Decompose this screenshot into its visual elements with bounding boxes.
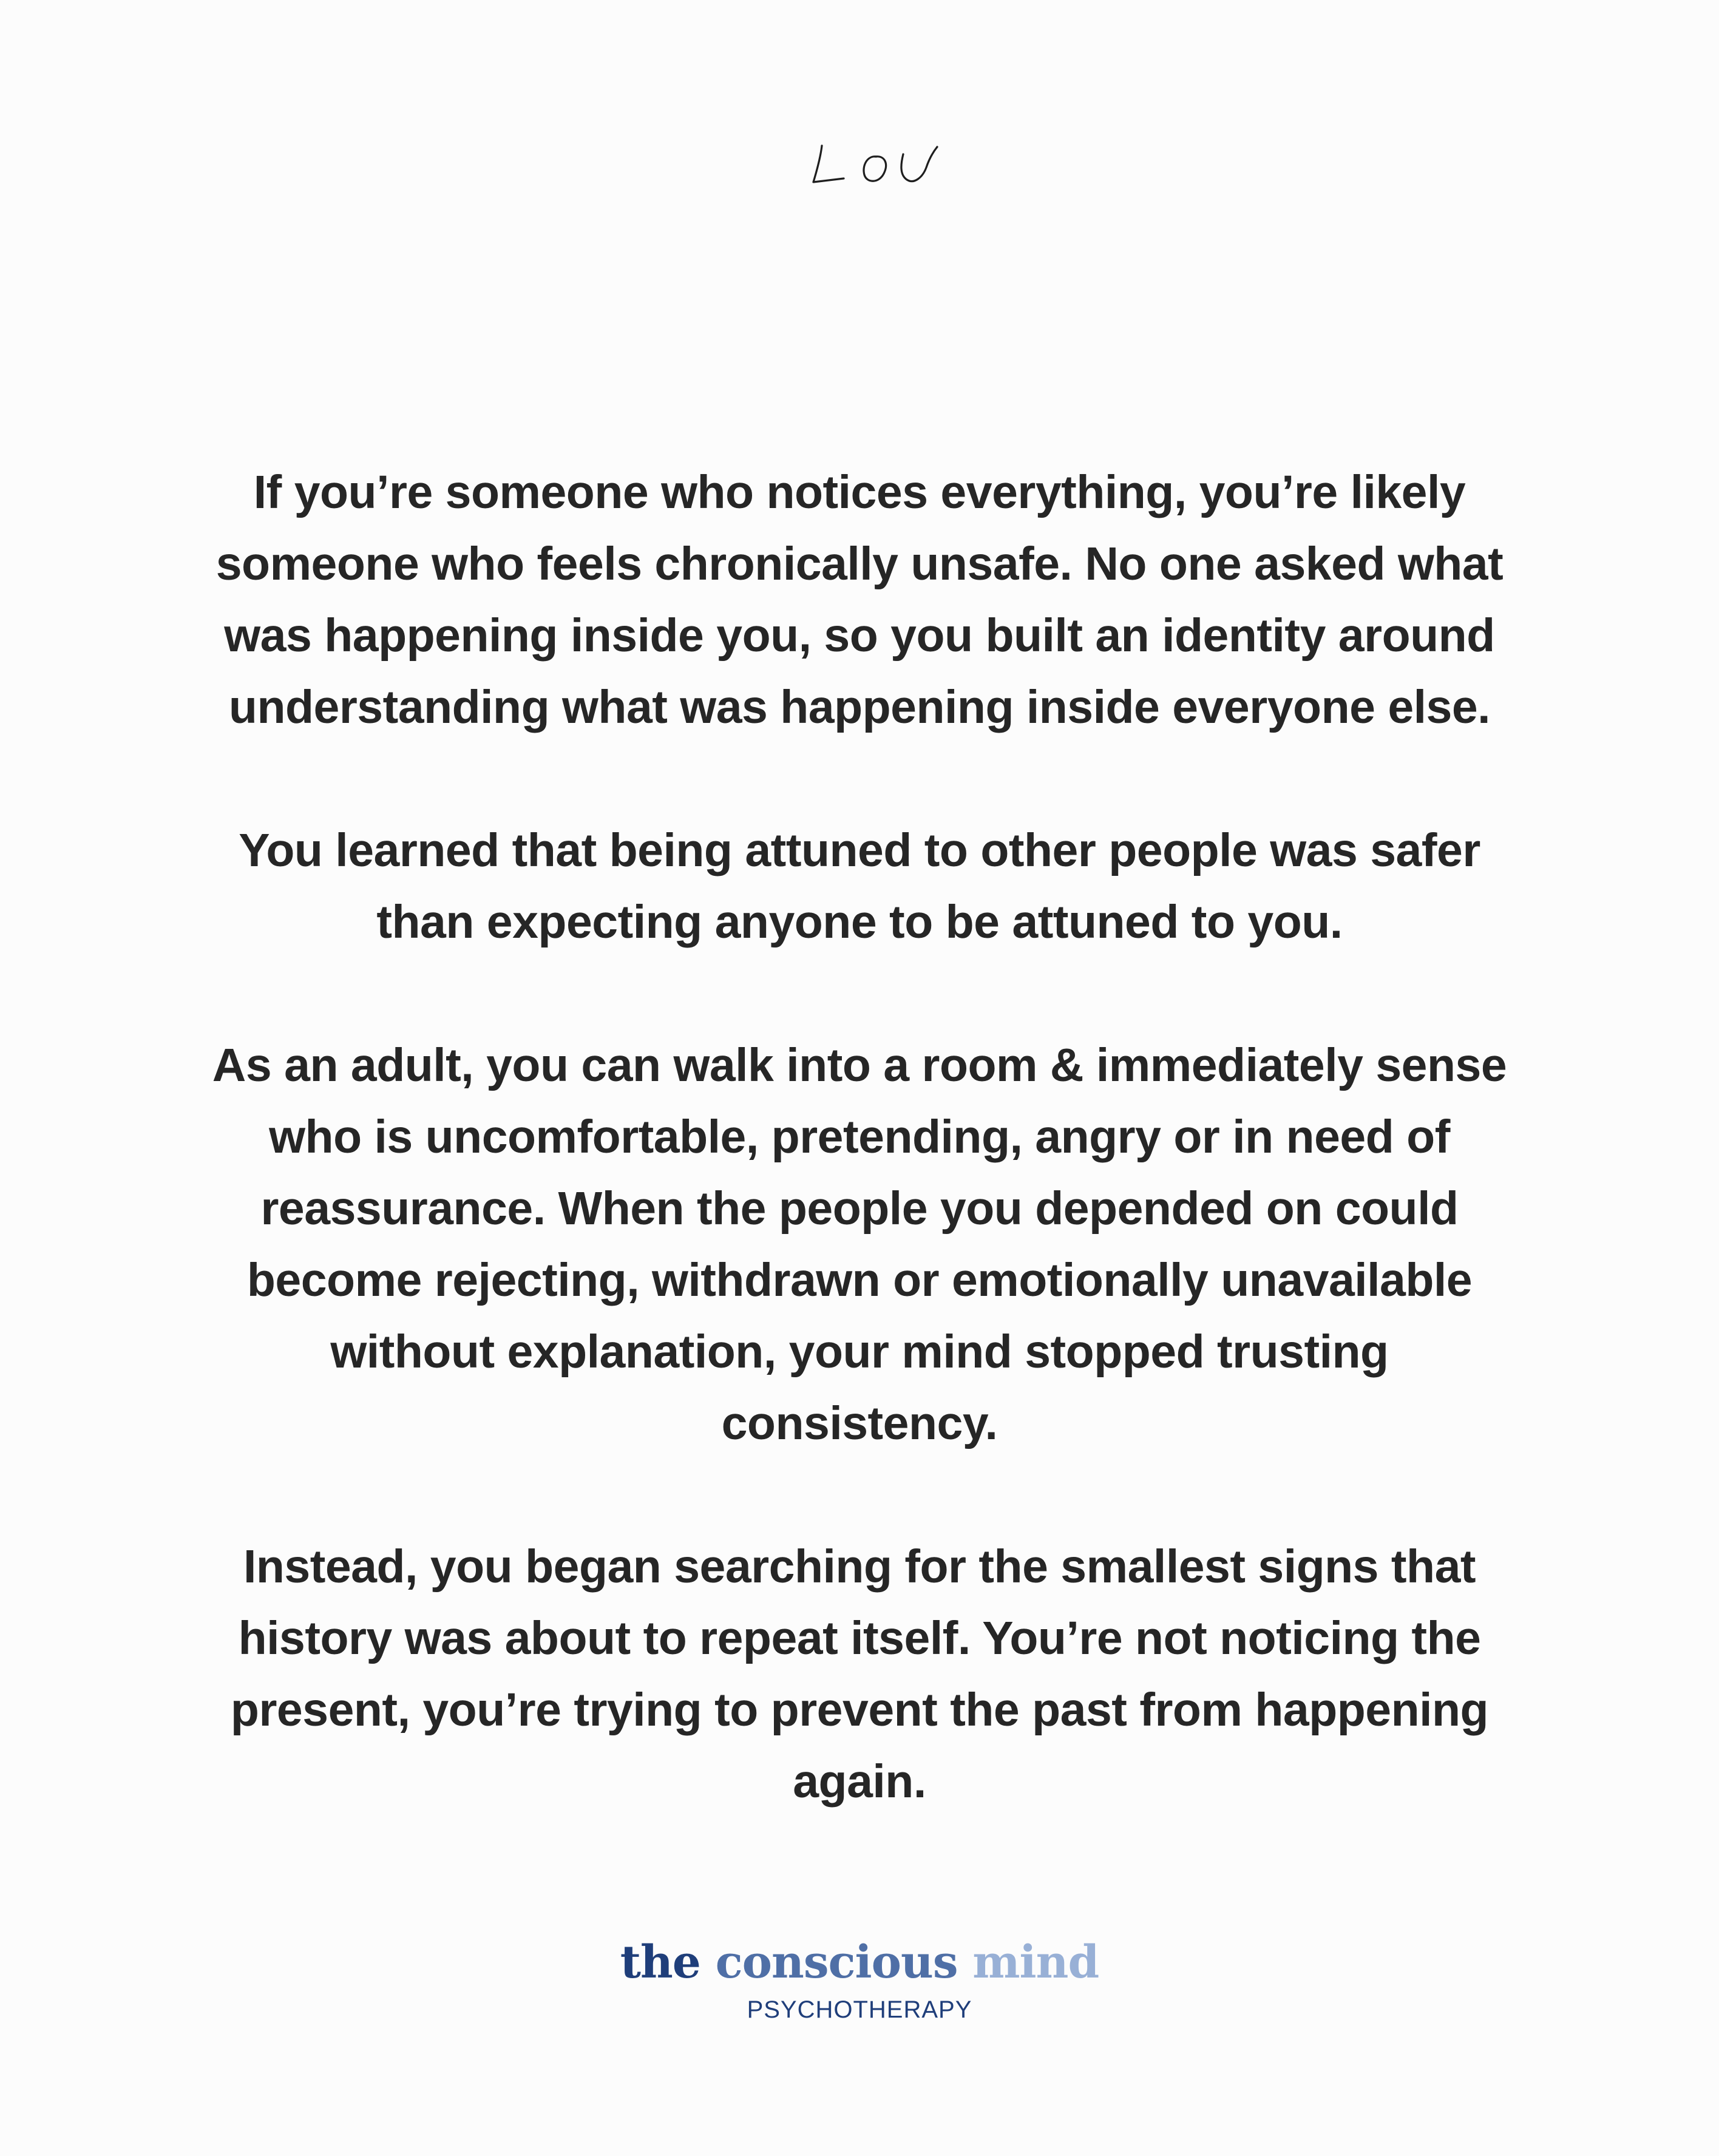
text-line: someone who feels chronically unsafe. No one asked what [215, 538, 1504, 590]
text-line: reassurance. When the people you depended on could [260, 1182, 1459, 1235]
brand-logo [0, 1935, 1719, 2025]
lou-signature-icon [799, 132, 957, 193]
brand-word-mind: mind [972, 1936, 1099, 1988]
text-line: become rejecting, withdrawn or emotionally unavailable [246, 1254, 1473, 1306]
paragraph-4 [121, 1531, 1598, 1817]
paragraph-3 [121, 1029, 1598, 1459]
text-line: If you’re someone who notices everything, you’re likely [253, 466, 1466, 518]
brand-subtitle: PSYCHOTHERAPY [747, 1996, 972, 2023]
text-line: Instead, you began searching for the smallest signs that [243, 1541, 1476, 1593]
text-line: who is uncomfortable, pretending, angry or in need of [269, 1111, 1450, 1163]
brand-name [0, 1935, 1719, 1990]
brand-word-the: the [620, 1936, 700, 1988]
text-line: was happening inside you, so you built an identity around [224, 609, 1495, 662]
paragraph-1 [121, 456, 1598, 743]
lou-signature-logo [799, 132, 957, 193]
text-line: present, you’re trying to prevent the past from happening [230, 1684, 1489, 1736]
text-line: again. [793, 1755, 926, 1808]
text-line: consistency. [721, 1397, 998, 1449]
paragraph-2 [121, 815, 1598, 958]
text-line: As an adult, you can walk into a room & immediately sense [212, 1039, 1507, 1091]
text-line: without explanation, your mind stopped trusting [330, 1326, 1389, 1378]
quote-body [121, 456, 1598, 1889]
text-line: understanding what was happening inside everyone else. [228, 681, 1491, 733]
text-line: than expecting anyone to be attuned to you. [376, 896, 1343, 948]
brand-word-conscious: conscious [715, 1936, 958, 1988]
text-line: history was about to repeat itself. You’re not noticing the [238, 1612, 1481, 1664]
text-line: You learned that being attuned to other people was safer [239, 824, 1480, 876]
